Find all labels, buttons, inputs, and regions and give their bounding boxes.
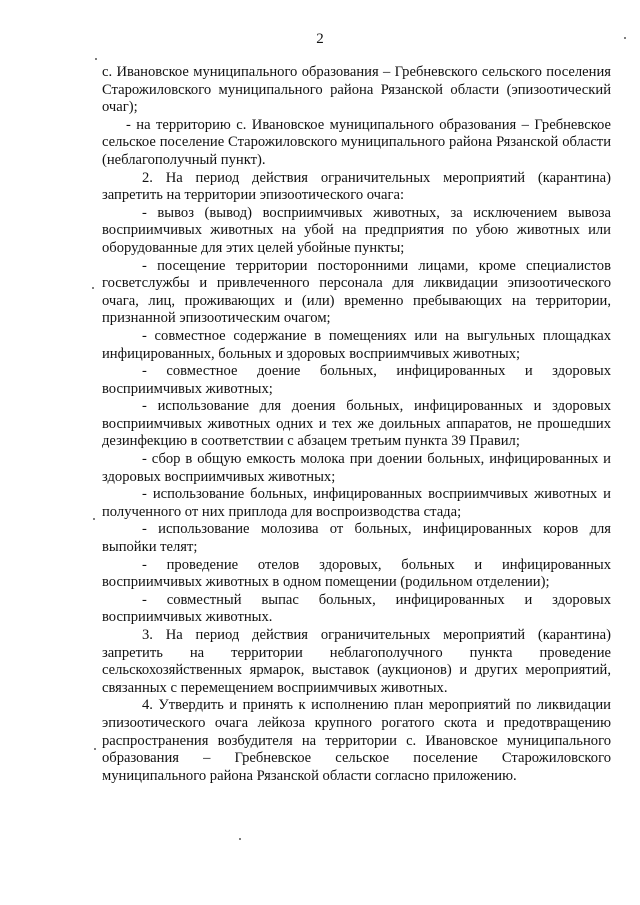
- paragraph-5: - посещение территории посторонними лицами, кроме специалистов госветслужбы и привлеченного персонала для ликвидации эпизоотического очага, лиц, проживающих и (или) временно пребывающих на территории, признанной эпизоотическим очагом;: [102, 257, 611, 327]
- scan-speck: [624, 37, 626, 39]
- paragraph-9: - сбор в общую емкость молока при доении больных, инфицированных и здоровых восприимчивых животных;: [102, 451, 611, 485]
- page-number: 2: [316, 31, 324, 47]
- document-body: [102, 64, 611, 785]
- paragraph-13: - совместный выпас больных, инфицированных и здоровых восприимчивых животных.: [102, 591, 611, 626]
- paragraph-15: 4. Утвердить и принять к исполнению план мероприятий по ликвидации эпизоотического очага лейкоза крупного рогатого скота и предотвращению распространения возбудителя на территории с. Ивановское муниципального образования – Гребневское сельское поселение Старожиловского муниципального района Рязанской области согласно приложению.: [102, 697, 611, 784]
- paragraph-3: 2. На период действия ограничительных мероприятий (карантина) запретить на территории эпизоотического очага:: [102, 169, 611, 204]
- scan-speck: [94, 748, 96, 750]
- paragraph-2: - на территорию с. Ивановское муниципального образования – Гребневское сельское поселение Старожиловского муниципального района Рязанской области (неблагополучный пункт).: [102, 116, 611, 168]
- scan-speck: [93, 518, 95, 520]
- paragraph-11: - использование молозива от больных, инфицированных коров для выпойки телят;: [102, 521, 611, 556]
- scan-speck: [239, 838, 241, 840]
- scan-speck: [95, 58, 97, 60]
- paragraph-8: - использование для доения больных, инфицированных и здоровых восприимчивых животных одних и тех же доильных аппаратов, не прошедших дезинфекцию в соответствии с абзацем третьим пункта 39 Правил;: [102, 398, 611, 450]
- paragraph-6: - совместное содержание в помещениях или на выгульных площадках инфицированных, больных и здоровых восприимчивых животных;: [102, 327, 611, 362]
- paragraph-7: - совместное доение больных, инфицированных и здоровых восприимчивых животных;: [102, 363, 611, 397]
- paragraph-10: - использование больных, инфицированных восприимчивых животных и полученного от них приплода для воспроизводства стада;: [102, 486, 611, 520]
- paragraph-1: с. Ивановское муниципального образования – Гребневского сельского поселения Старожиловского муниципального района Рязанской области (эпизоотический очаг);: [102, 64, 611, 116]
- scan-speck: [92, 287, 94, 289]
- paragraph-12: - проведение отелов здоровых, больных и инфицированных восприимчивых животных в одном помещении (родильном отделении);: [102, 556, 611, 591]
- paragraph-14: 3. На период действия ограничительных мероприятий (карантина) запретить на территории неблагополучного пункта проведение сельскохозяйственных ярмарок, выставок (аукционов) и других мероприятий, связанных с перемещением восприимчивых животных.: [102, 627, 611, 696]
- paragraph-4: - вывоз (вывод) восприимчивых животных, за исключением вывоза восприимчивых животных на убой на предприятия по убою животных или оборудованные для этих целей убойные пункты;: [102, 204, 611, 256]
